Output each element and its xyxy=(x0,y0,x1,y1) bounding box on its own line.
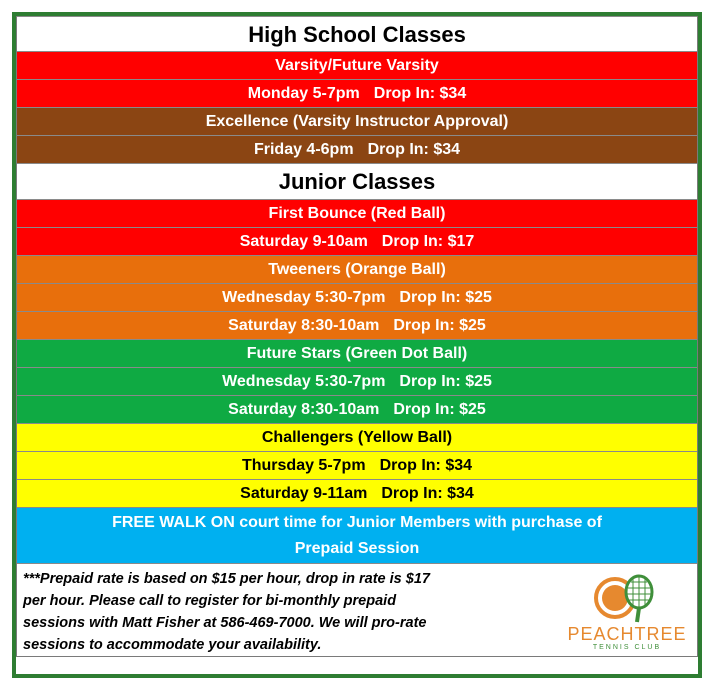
future-stars-price-2: Drop In: $25 xyxy=(393,401,486,418)
tweeners-price-1: Drop In: $25 xyxy=(399,289,492,306)
challengers-price-2: Drop In: $34 xyxy=(381,485,474,502)
schedule-table xyxy=(16,16,698,657)
challengers-schedule-1 xyxy=(17,452,697,480)
tweeners-price-2: Drop In: $25 xyxy=(393,317,486,334)
future-stars-schedule-1 xyxy=(17,368,697,396)
first-bounce-day: Saturday 9-10am xyxy=(239,233,368,250)
varsity-day: Monday 5-7pm xyxy=(247,85,360,102)
logo-subtitle: TENNIS CLUB xyxy=(592,644,662,651)
tweeners-schedule-2 xyxy=(17,312,697,340)
challengers-price-1: Drop In: $34 xyxy=(379,457,473,474)
varsity-title: Varsity/Future Varsity xyxy=(17,52,697,80)
challengers-day-2: Saturday 9-11am xyxy=(240,485,368,502)
future-stars-day-1: Wednesday 5:30-7pm xyxy=(222,373,386,390)
footer xyxy=(17,564,697,657)
tweeners-schedule-1 xyxy=(17,284,697,312)
peach-tennis-icon xyxy=(557,568,697,624)
tweeners-title: Tweeners (Orange Ball) xyxy=(17,256,697,284)
high-school-heading: High School Classes xyxy=(17,16,697,52)
varsity-price: Drop In: $34 xyxy=(373,85,467,102)
challengers-day-1: Thursday 5-7pm xyxy=(241,457,366,474)
notice-line-1: FREE WALK ON court time for Junior Members with purchase of xyxy=(112,514,602,531)
first-bounce-price: Drop In: $17 xyxy=(381,233,475,250)
free-walk-on-notice xyxy=(17,508,697,564)
logo-name: PEACHTREE xyxy=(567,624,687,644)
excellence-day: Friday 4-6pm xyxy=(253,141,354,158)
challengers-schedule-2 xyxy=(17,480,697,508)
future-stars-price-1: Drop In: $25 xyxy=(399,373,492,390)
peachtree-logo xyxy=(557,568,697,654)
fine-print-line-2: per hour. Please call to register for bi-monthly prepaid xyxy=(23,593,397,609)
prepaid-fine-print xyxy=(23,568,553,656)
future-stars-day-2: Saturday 8:30-10am xyxy=(228,401,380,418)
varsity-schedule xyxy=(17,80,697,108)
fine-print-line-3: sessions with Matt Fisher at 586-469-7000. We will pro-rate xyxy=(23,615,427,631)
excellence-title: Excellence (Varsity Instructor Approval) xyxy=(17,108,697,136)
future-stars-title: Future Stars (Green Dot Ball) xyxy=(17,340,697,368)
tweeners-day-1: Wednesday 5:30-7pm xyxy=(222,289,386,306)
first-bounce-schedule xyxy=(17,228,697,256)
fine-print-line-4: sessions to accommodate your availability. xyxy=(23,637,322,653)
excellence-price: Drop In: $34 xyxy=(367,141,461,158)
first-bounce-title: First Bounce (Red Ball) xyxy=(17,200,697,228)
excellence-schedule xyxy=(17,136,697,164)
fine-print-line-1: ***Prepaid rate is based on $15 per hour, drop in rate is $17 xyxy=(23,571,430,587)
notice-line-2: Prepaid Session xyxy=(294,540,420,557)
challengers-title: Challengers (Yellow Ball) xyxy=(17,424,697,452)
tweeners-day-2: Saturday 8:30-10am xyxy=(228,317,380,334)
future-stars-schedule-2 xyxy=(17,396,697,424)
junior-heading: Junior Classes xyxy=(17,164,697,200)
